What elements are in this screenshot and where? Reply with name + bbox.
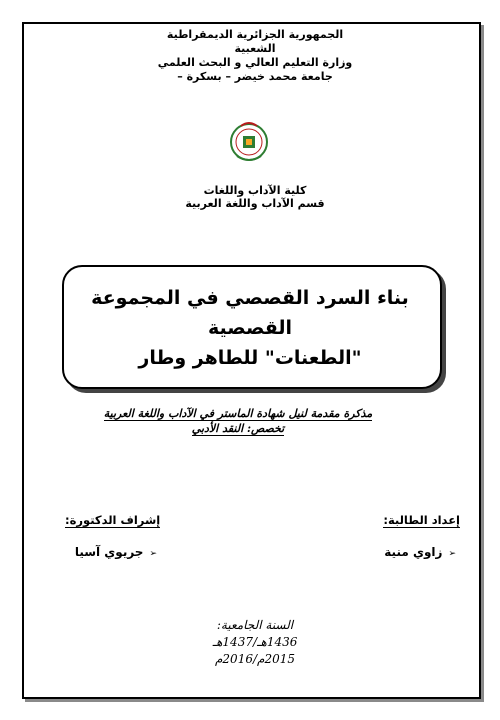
student-name: زاوي منية [384,545,443,559]
republic-line: الجمهورية الجزائرية الديمقراطية الشعبية [166,28,344,55]
thesis-title [70,283,430,373]
title-line-2: "الطعنات" للطاهر وطار [138,347,362,369]
faculty-name: كلية الآداب واللغات [203,184,307,197]
specialty-line: تخصص: النقد الأدبي [191,422,285,435]
supervisor-label-wrap [65,513,160,527]
thesis-description [88,406,388,436]
arrow-icon: ➢ [149,549,157,559]
supervisor-name: جريوي آسيا [74,545,144,559]
student-label: إعداد الطالبة: [383,513,460,527]
degree-line: مذكرة مقدمة لنيل شهادة الماستر في الآداب واللغة العربية [103,407,373,420]
department-name: قسم الآداب واللغة العربية [185,197,325,210]
supervisor-label: إشراف الدكتورة: [65,513,161,527]
gregorian-year: 2015م/2016م [214,652,295,666]
ministry-line: وزارة التعليم العالي و البحث العلمي [157,56,353,69]
title-line-1: بناء السرد القصصي في المجموعة القصصية [91,287,409,339]
hijri-year: السنة الجامعية: 1436هـ/1437هـ [212,618,298,649]
supervisor-entry [62,545,157,559]
institution-header [150,28,360,84]
university-line: جامعة محمد خيضر – بسكرة – [177,70,333,83]
student-entry [384,545,456,559]
faculty-block [150,184,360,210]
arrow-icon: ➢ [448,549,456,559]
university-seal-icon [229,118,269,166]
student-label-wrap [383,513,460,527]
academic-year [180,617,330,668]
